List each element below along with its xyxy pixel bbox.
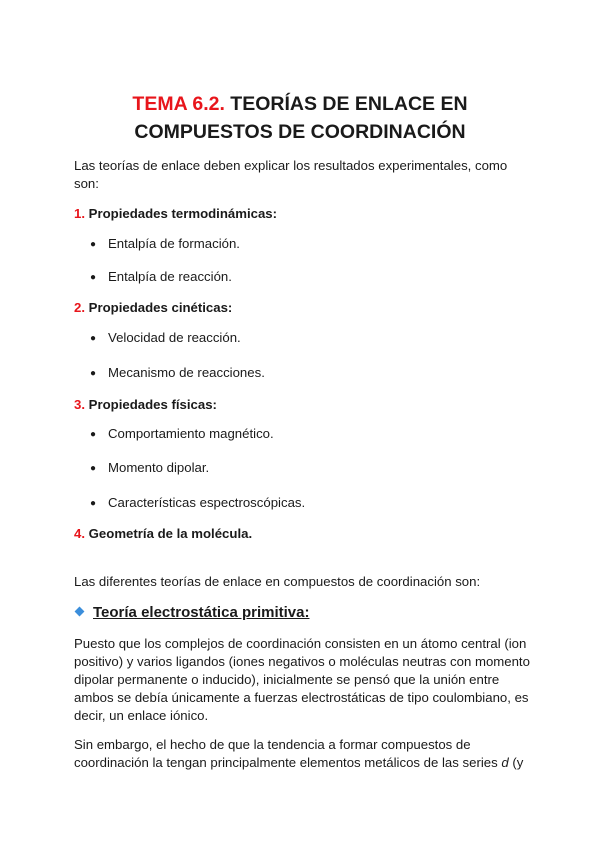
list-item <box>90 459 209 478</box>
list-item-text: Momento dipolar. <box>108 460 210 475</box>
bullet-icon: ● <box>90 239 97 250</box>
intro-line-2: son: <box>74 176 99 191</box>
section-number: 4. <box>74 526 85 541</box>
list-item-text: Entalpía de reacción. <box>108 269 232 284</box>
section-heading-3 <box>74 396 217 414</box>
bullet-icon: ● <box>90 463 97 474</box>
section-label: Propiedades físicas: <box>88 397 217 412</box>
bullet-icon: ● <box>90 429 97 440</box>
section-heading-4 <box>74 525 252 543</box>
list-item-text: Características espectroscópicas. <box>108 495 306 510</box>
page-title <box>60 90 540 146</box>
diamond-bullet-icon <box>75 607 85 617</box>
bullet-icon: ● <box>90 333 97 344</box>
list-item <box>90 364 265 383</box>
list-item <box>90 425 274 444</box>
title-line-2: COMPUESTOS DE COORDINACIÓN <box>134 121 466 143</box>
list-item <box>90 329 241 348</box>
section-number: 3. <box>74 397 85 412</box>
list-item-text: Velocidad de reacción. <box>108 330 241 345</box>
list-item-text: Entalpía de formación. <box>108 236 240 251</box>
paragraph-2 <box>74 736 534 772</box>
paragraph-line: ambos se debía únicamente a fuerzas electrostáticas de tipo coulombiano, es <box>74 690 529 705</box>
paragraph-line: positivo) y varios ligandos (iones negativos o moléculas neutras con momento <box>74 654 530 669</box>
list-item-text: Mecanismo de reacciones. <box>108 365 265 380</box>
title-number: TEMA 6.2. <box>132 93 225 115</box>
intro-line-1: Las teorías de enlace deben explicar los resultados experimentales, como <box>74 158 508 173</box>
bullet-icon: ● <box>90 368 97 379</box>
theories-intro: Las diferentes teorías de enlace en compuestos de coordinación son: <box>74 574 481 589</box>
bullet-icon: ● <box>90 498 97 509</box>
list-item <box>90 235 240 254</box>
title-line-1 <box>60 90 540 118</box>
section-heading-1 <box>74 205 277 223</box>
section-number: 1. <box>74 206 85 221</box>
title-text-1: TEORÍAS DE ENLACE EN <box>230 93 468 115</box>
section-heading-2 <box>74 299 232 317</box>
paragraph-line: dipolar permanente o inducido), inicialmente se pensó que la unión entre <box>74 672 500 687</box>
intro-paragraph <box>74 157 534 193</box>
series-d-italic: d <box>501 755 509 770</box>
theory-heading <box>76 603 309 623</box>
section-label: Propiedades termodinámicas: <box>88 206 278 221</box>
list-item-text: Comportamiento magnético. <box>108 426 274 441</box>
paragraph-line: Sin embargo, el hecho de que la tendencia a formar compuestos de <box>74 737 471 752</box>
list-item <box>90 268 232 287</box>
theory-heading-text: Teoría electrostática primitiva: <box>93 604 310 621</box>
paragraph-1 <box>74 635 534 725</box>
section-label: Propiedades cinéticas: <box>88 300 233 315</box>
bullet-icon: ● <box>90 272 97 283</box>
paragraph-line: Puesto que los complejos de coordinación consisten en un átomo central (ion <box>74 636 527 651</box>
section-label: Geometría de la molécula. <box>88 526 253 541</box>
paragraph-line: coordinación la tengan principalmente elementos metálicos de las series <box>74 755 498 770</box>
list-item <box>90 494 305 513</box>
paragraph-line: decir, un enlace iónico. <box>74 708 209 723</box>
section-number: 2. <box>74 300 85 315</box>
paragraph-line-end: (y <box>512 755 524 770</box>
